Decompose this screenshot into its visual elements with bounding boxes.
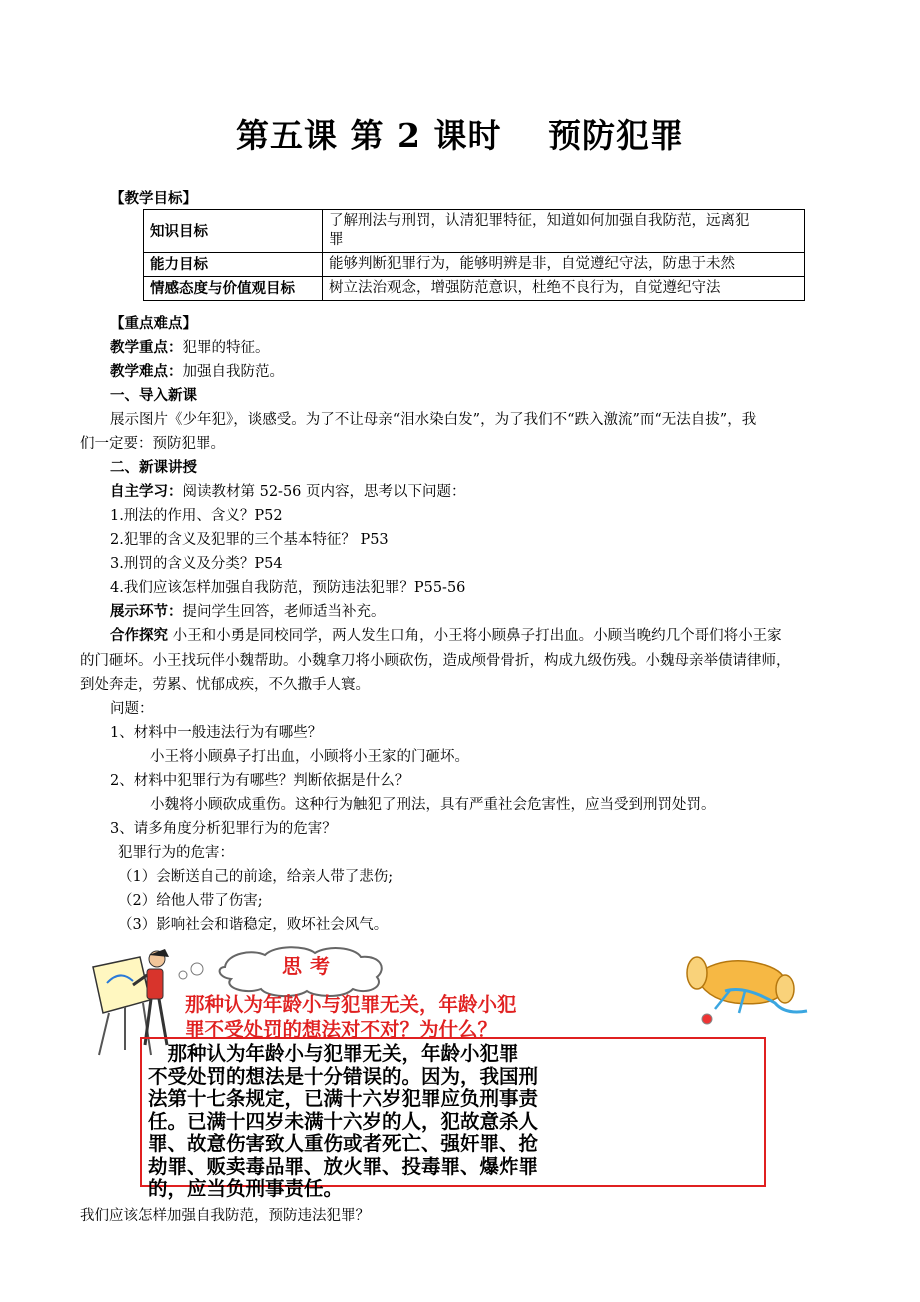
harm-item: （1）会断送自己的前途，给亲人带了悲伤; <box>118 869 394 885</box>
question-2: 2、材料中犯罪行为有哪些？判断依据是什么？ <box>110 773 410 789</box>
objectives-heading: 【教学目标】 <box>110 190 197 207</box>
objective-label: 知识目标 <box>144 210 323 253</box>
answer-line: 那种认为年龄小与犯罪无关，年龄小犯罪 <box>148 1042 519 1065</box>
difficulty <box>110 362 284 382</box>
table-row <box>144 277 805 301</box>
answer-line: 的，应当负刑事责任。 <box>148 1177 344 1200</box>
final-question: 我们应该怎样加强自我防范，预防违法犯罪？ <box>80 1208 370 1224</box>
think-question-line: 那种认为年龄小与犯罪无关，年龄小犯 <box>185 993 517 1016</box>
study-question: 1.刑法的作用、含义？P52 <box>110 508 283 524</box>
section1-heading: 一、导入新课 <box>110 387 197 404</box>
table-row <box>144 210 805 253</box>
section1-paragraph-line: 展示图片《少年犯》，谈感受。为了不让母亲“泪水染白发”，为了我们不“跌入激流”而“无法自拔”，我 <box>110 412 757 428</box>
objectives-table <box>143 209 805 301</box>
answer-text <box>148 1043 760 1201</box>
key-point-text: 犯罪的特征。 <box>182 340 270 356</box>
key-point <box>110 338 270 358</box>
question-3: 3、请多角度分析犯罪行为的危害？ <box>110 821 337 837</box>
problem-label: 问题： <box>110 701 154 717</box>
section1-paragraph-line: 们一定要：预防犯罪。 <box>80 436 225 452</box>
answer-2: 小魏将小顾砍成重伤。这种行为触犯了刑法，具有严重社会危害性，应当受到刑罚处罚。 <box>150 797 716 813</box>
self-study <box>110 482 466 502</box>
objective-text: 能够判断犯罪行为，能够明辨是非，自觉遵纪守法，防患于未然 <box>323 253 805 277</box>
question-1: 1、材料中一般违法行为有哪些？ <box>110 725 323 741</box>
key-point-label: 教学重点： <box>110 339 183 356</box>
answer-line: 任。已满十四岁未满十六岁的人，犯故意杀人 <box>148 1109 539 1133</box>
answer-line: 罪、故意伤害致人重伤或者死亡、强奸罪、抢 <box>148 1132 539 1155</box>
self-study-label: 自主学习： <box>110 483 183 500</box>
answer-line: 法第十七条规定，已满十六岁犯罪应负刑事责 <box>148 1087 539 1110</box>
section2-heading: 二、新课讲授 <box>110 459 197 476</box>
table-row <box>144 253 805 277</box>
think-question <box>185 992 517 1042</box>
answer-1: 小王将小顾鼻子打出血，小顾将小王家的门砸坏。 <box>150 749 469 765</box>
think-question-line: 罪不受处罚的想法对不对？为什么？ <box>185 1018 498 1041</box>
show-label: 展示环节： <box>110 603 183 620</box>
harm-item: （2）给他人带了伤害; <box>118 893 263 909</box>
coop-line: 到处奔走，劳累、忧郁成疾，不久撒手人寰。 <box>80 677 370 693</box>
answer-line: 劫罪、贩卖毒品罪、放火罪、投毒罪、爆炸罪 <box>148 1154 539 1178</box>
objective-label: 能力目标 <box>144 253 323 277</box>
coop-line: 的门砸坏。小王找玩伴小魏帮助。小魏拿刀将小顾砍伤，造成颅骨骨折，构成九级伤残。小魏母亲举债请律师， <box>80 653 791 669</box>
objective-text <box>323 210 805 253</box>
objective-label: 情感态度与价值观目标 <box>144 277 323 301</box>
page-title: 第五课 第 2 课时 预防犯罪 <box>236 116 684 155</box>
study-question: 3.刑罚的含义及分类？P54 <box>110 556 283 572</box>
objective-text-line: 罪 <box>329 232 344 248</box>
show-step <box>110 602 386 622</box>
difficulty-text: 加强自我防范。 <box>182 364 284 380</box>
self-study-text: 阅读教材第 52-56 页内容，思考以下问题： <box>182 484 466 500</box>
difficulty-label: 教学难点： <box>110 363 183 380</box>
objective-text: 树立法治观念，增强防范意识，杜绝不良行为，自觉遵纪守法 <box>323 277 805 301</box>
show-text: 提问学生回答，老师适当补充。 <box>182 604 386 620</box>
answer-line: 不受处罚的想法是十分错误的。因为，我国刑 <box>148 1064 539 1088</box>
coop-line <box>110 626 782 646</box>
objective-text-line: 了解刑法与刑罚，认清犯罪特征，知道如何加强自我防范，远离犯 <box>329 213 750 229</box>
study-question: 4.我们应该怎样加强自我防范，预防违法犯罪？P55-56 <box>110 580 466 596</box>
harm-label: 犯罪行为的危害： <box>118 845 234 861</box>
harm-item: （3）影响社会和谐稳定，败坏社会风气。 <box>118 917 389 933</box>
think-cloud-label: 思考 <box>282 954 338 978</box>
study-question: 2.犯罪的含义及犯罪的三个基本特征？ P53 <box>110 532 389 548</box>
coop-text: 小王和小勇是同校同学，两人发生口角，小王将小顾鼻子打出血。小顾当晚约几个哥们将小王家 <box>172 628 782 644</box>
scroll-icon <box>687 957 807 1024</box>
coop-label: 合作探究 <box>110 627 168 644</box>
key-heading: 【重点难点】 <box>110 315 197 332</box>
